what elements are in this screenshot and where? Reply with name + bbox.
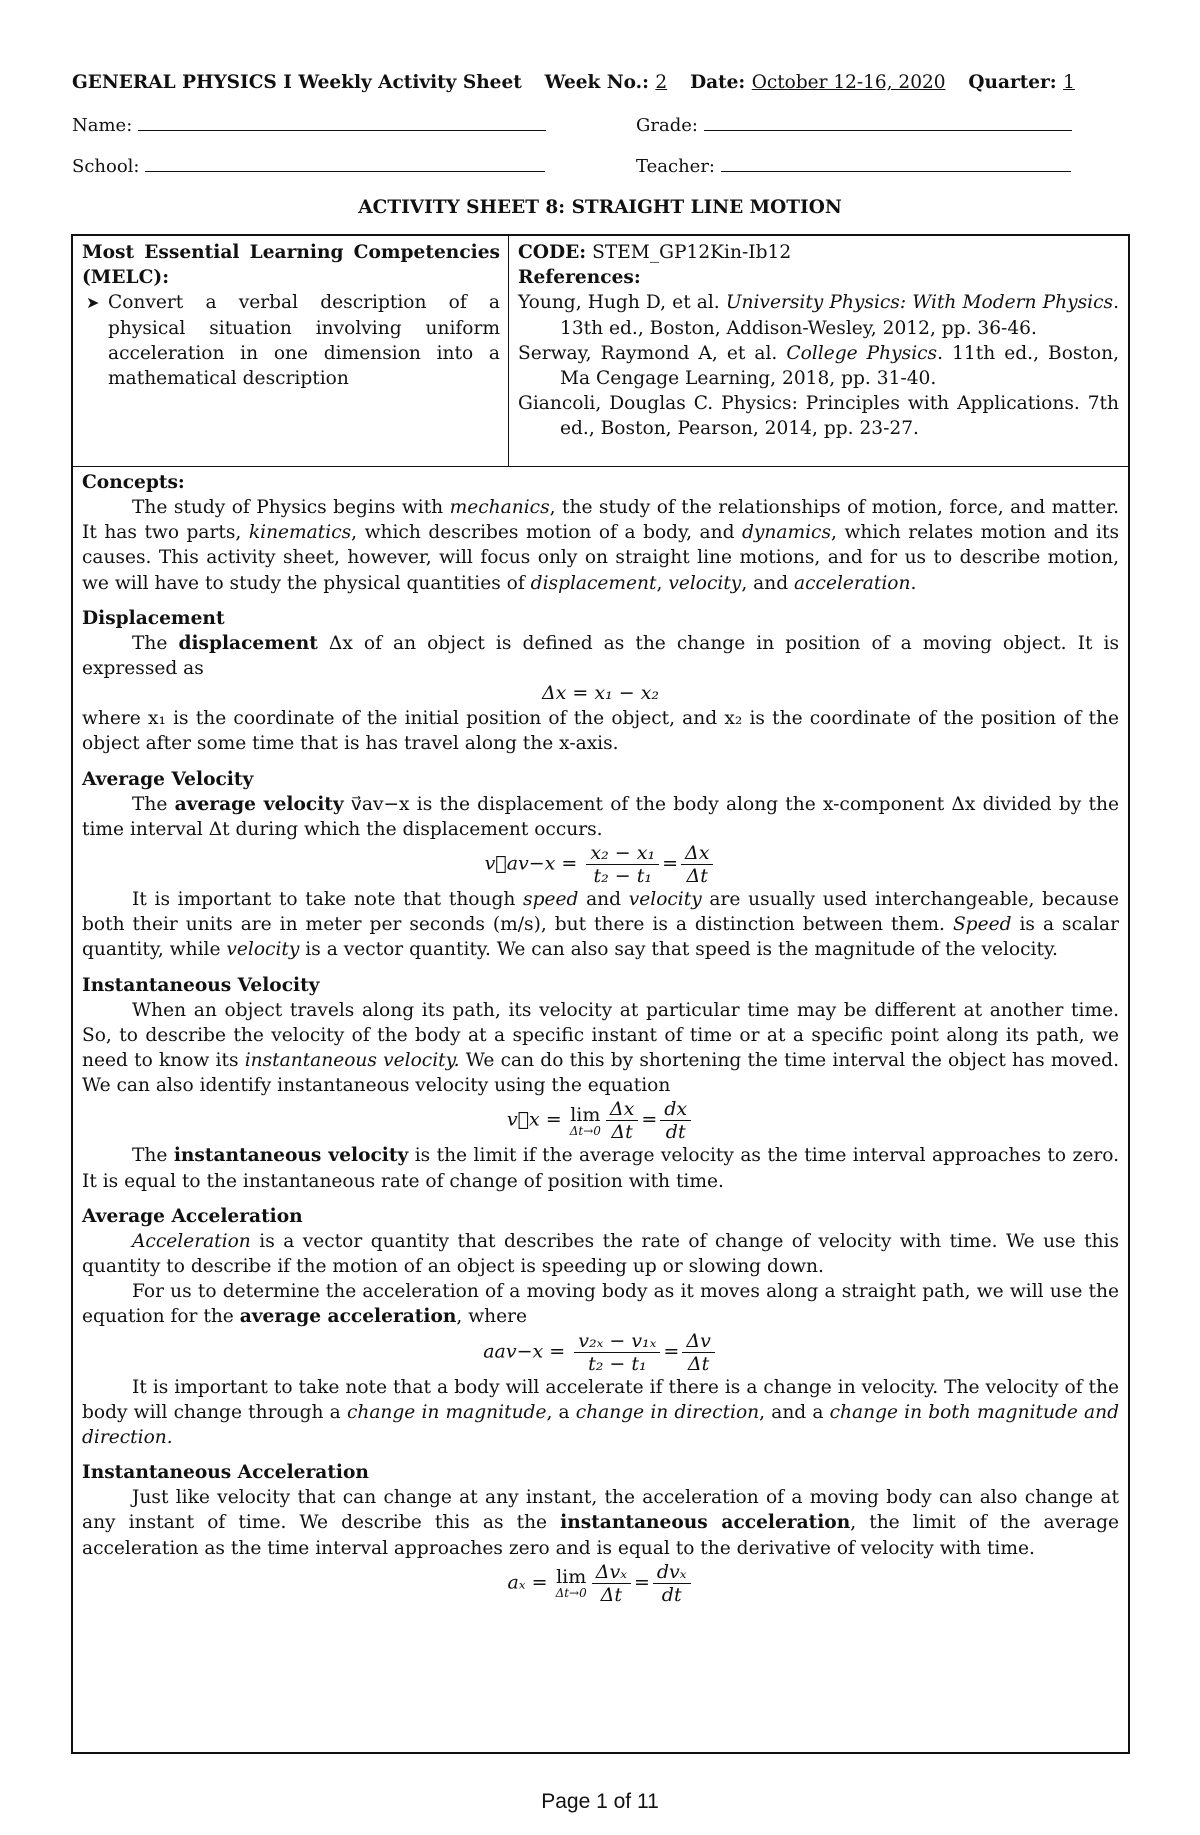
activity-box	[71, 234, 1130, 1754]
sheet-title: GENERAL PHYSICS I Weekly Activity Sheet	[72, 72, 522, 93]
avg-velocity-paragraph: The average velocity v⃗av−x is the displacement of the body along the x-component Δx divided by the time interval Δt during which the displacement occurs.	[82, 793, 1119, 840]
avg-acceleration-paragraph: For us to determine the acceleration of a moving body as it moves along a straight path, we will use the equation for the average acceleration, where	[82, 1281, 1119, 1328]
avg-velocity-equation: v⃗av−x = $\frac{\text{x₂ − x₁}}{\text{t₂ − t₁}}$ = $\frac{\Delta x}{\Delta t}$	[82, 842, 1119, 887]
code-column	[509, 236, 1128, 466]
inst-velocity-paragraph: When an object travels along its path, its velocity at particular time may be different at another time. So, to describe the velocity of the body at a specific instant of time or at a specific point along its path, we need to know its instantaneous velocity. We can do this by shortening the time interval the object has moved. We can also identify instantaneous velocity using the equation	[82, 999, 1119, 1097]
name-label: Name:	[72, 115, 133, 136]
teacher-line[interactable]	[721, 153, 1071, 172]
displacement-heading: Displacement	[82, 607, 225, 629]
reference-item: Giancoli, Douglas C. Physics: Principles with Applications. 7th ed., Boston, Pearson, 2014, pp. 23-27.	[518, 393, 1119, 440]
code-label: CODE:	[518, 242, 587, 263]
melc-column	[73, 236, 509, 466]
concepts-heading: Concepts:	[82, 472, 185, 493]
school-label: School:	[72, 156, 140, 177]
inst-velocity-heading: Instantaneous Velocity	[82, 974, 320, 996]
inst-velocity-equation: v⃗x = lim Δt→0 $\frac{\Delta x}{\Delta t}$ = $\frac{dx}{dt}$	[82, 1098, 1119, 1143]
teacher-field[interactable]	[636, 153, 1071, 177]
acceleration-paragraph: Acceleration is a vector quantity that describes the rate of change of velocity with time. We use this quantity to describe if the motion of an object is speeding up or slowing down.	[82, 1230, 1119, 1278]
melc-row	[73, 236, 1128, 467]
melc-item	[82, 290, 500, 391]
date-label: Date:	[690, 72, 746, 93]
concepts-section	[73, 467, 1128, 1606]
code-value: STEM_GP12Kin-Ib12	[592, 242, 792, 263]
inst-acceleration-paragraph: Just like velocity that can change at any instant, the acceleration of a moving body can also change at any instant of time. We describe this as the instantaneous acceleration, the limit of the average acceleration as the time interval approaches zero and is equal to the derivative of velocity with time.	[82, 1487, 1120, 1559]
name-line[interactable]	[138, 112, 546, 131]
displacement-equation: Δx = x₁ − x₂	[541, 682, 660, 705]
acceleration-change-paragraph: It is important to take note that a body will accelerate if there is a change in velocity. The velocity of the body will change through a change in magnitude, a change in direction, and a change in both magnitude and direction.	[82, 1376, 1119, 1449]
quarter-label: Quarter:	[968, 72, 1057, 93]
school-field[interactable]	[72, 153, 545, 177]
avg-acceleration-equation: aav−x = $\frac{\text{v₂ₓ − v₁ₓ}}{\text{t₂ − t₁}}$ = $\frac{\Delta v}{\Delta t}$	[82, 1330, 1119, 1375]
inst-acceleration-heading: Instantaneous Acceleration	[82, 1462, 369, 1484]
quarter-value: 1	[1063, 72, 1075, 93]
avg-velocity-heading: Average Velocity	[82, 768, 254, 790]
name-field[interactable]	[72, 112, 546, 136]
arrow-bullet-icon: ➤	[86, 293, 100, 313]
grade-line[interactable]	[704, 112, 1072, 131]
melc-item-text: Convert a verbal description of a physical situation involving uniform acceleration in one dimension into a mathematical description	[108, 292, 500, 390]
inst-velocity-definition: The instantaneous velocity is the limit if the average velocity as the time interval approaches to zero. It is equal to the instantaneous rate of change of position with time.	[82, 1145, 1119, 1192]
school-line[interactable]	[145, 153, 545, 172]
sheet-header	[72, 72, 1132, 93]
activity-title: ACTIVITY SHEET 8: STRAIGHT LINE MOTION	[358, 197, 842, 218]
reference-item: Young, Hugh D, et al. University Physics: With Modern Physics. 13th ed., Boston, Addison-Wesley, 2012, pp. 36-46.	[518, 292, 1119, 339]
week-value: 2	[655, 72, 668, 93]
speed-velocity-paragraph: It is important to take note that though speed and velocity are usually used interchangeable, because both their units are in meter per seconds (m/s), but there is a distinction between them. Speed is a scalar quantity, while velocity is a vector quantity. We can also say that speed is the magnitude of the velocity.	[82, 889, 1119, 961]
grade-label: Grade:	[636, 115, 698, 136]
references-label: References:	[518, 267, 641, 289]
week-label: Week No.:	[544, 72, 649, 93]
grade-field[interactable]	[636, 112, 1072, 136]
displacement-explanation: where x₁ is the coordinate of the initial position of the object, and x₂ is the coordinate of the position of the object after some time that is has travel along the x-axis.	[82, 708, 1119, 755]
code-line	[518, 240, 1119, 265]
displacement-paragraph: The displacement Δx of an object is defined as the change in position of a moving object. It is expressed as	[82, 632, 1119, 680]
inst-acceleration-equation: aₓ = lim Δt→0 $\frac{\text{Δvₓ}}{\Delta t}$ = $\frac{\text{dvₓ}}{dt}$	[82, 1561, 1119, 1606]
melc-heading: Most Essential Learning Competencies (MELC):	[82, 242, 500, 289]
concepts-paragraph: The study of Physics begins with mechanics, the study of the relationships of motion, force, and matter. It has two parts, kinematics, which describes motion of a body, and dynamics, which relates motion and its causes. This activity sheet, however, will focus only on straight line motions, and for us to describe motion, we will have to study the physical quantities of displacement, velocity, and acceleration.	[82, 497, 1120, 594]
teacher-label: Teacher:	[636, 156, 715, 177]
avg-acceleration-heading: Average Acceleration	[82, 1205, 303, 1227]
page-number: Page 1 of 11	[541, 1790, 659, 1813]
reference-item: Serway, Raymond A, et al. College Physics. 11th ed., Boston, Ma Cengage Learning, 2018, pp. 31-40.	[518, 342, 1119, 390]
date-value: October 12-16, 2020	[751, 72, 946, 93]
